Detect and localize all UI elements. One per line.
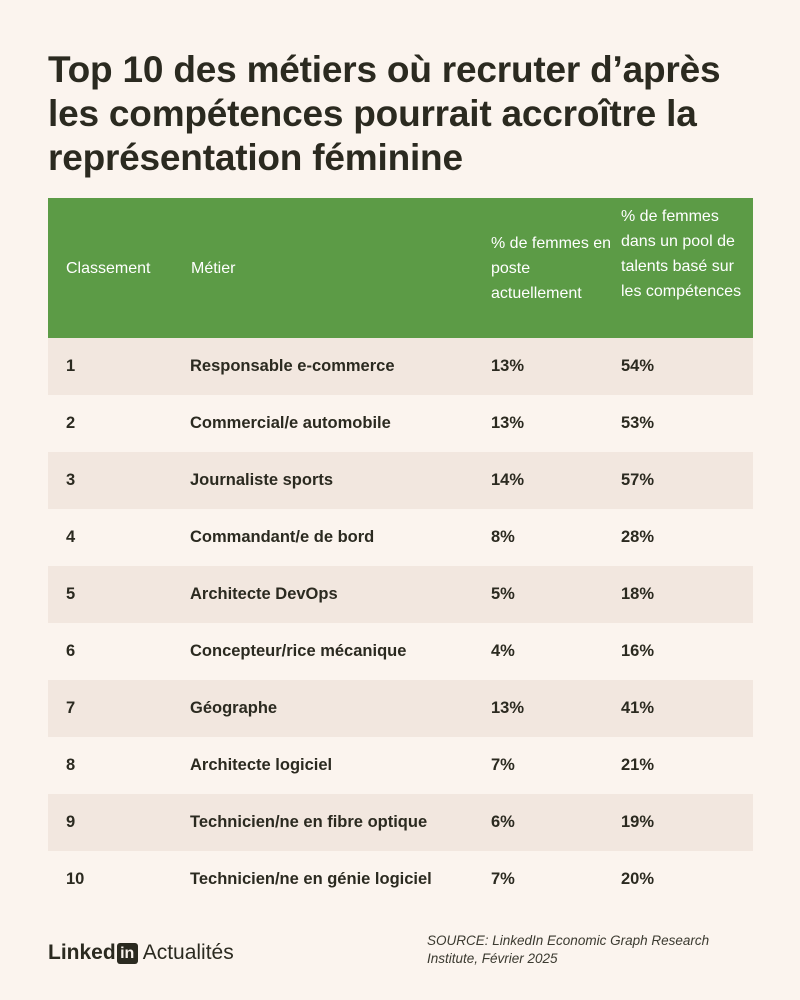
cell-job: Journaliste sports (190, 471, 334, 489)
cell-rank: 10 (66, 870, 85, 888)
source-note: SOURCE: LinkedIn Economic Graph Research Institute, Février 2025 (427, 933, 710, 966)
linkedin-in-icon: in (117, 943, 138, 964)
cell-rank: 2 (66, 414, 76, 432)
cell-pool-percent: 54% (621, 357, 655, 375)
cell-current-percent: 7% (491, 870, 515, 888)
cell-current-percent: 8% (491, 528, 515, 546)
cell-job: Technicien/ne en génie logiciel (190, 870, 432, 888)
table-row (48, 794, 753, 851)
table-row (48, 395, 753, 452)
cell-rank: 7 (66, 699, 76, 717)
cell-job: Commandant/e de bord (190, 528, 375, 546)
cell-current-percent: 13% (491, 414, 525, 432)
table-row (48, 566, 753, 623)
table-header (48, 198, 753, 338)
table-row (48, 680, 753, 737)
cell-job: Commercial/e automobile (190, 414, 391, 432)
cell-current-percent: 6% (491, 813, 515, 831)
column-header-pool: % de femmes dans un pool de talents basé sur les compétences (621, 208, 742, 300)
table-row (48, 851, 753, 908)
table-row (48, 623, 753, 680)
cell-job: Architecte DevOps (190, 585, 338, 603)
cell-current-percent: 5% (491, 585, 515, 603)
cell-job: Géographe (190, 699, 278, 717)
column-header-rank: Classement (66, 260, 151, 277)
cell-current-percent: 13% (491, 357, 525, 375)
cell-pool-percent: 18% (621, 585, 655, 603)
cell-job: Responsable e-commerce (190, 357, 395, 375)
table-row (48, 737, 753, 794)
cell-current-percent: 14% (491, 471, 525, 489)
cell-pool-percent: 16% (621, 642, 655, 660)
cell-pool-percent: 21% (621, 756, 655, 774)
cell-pool-percent: 41% (621, 699, 655, 717)
cell-pool-percent: 28% (621, 528, 655, 546)
page-title: Top 10 des métiers où recruter d’après les compétences pourrait accroître la représentation féminine (48, 49, 721, 178)
logo-wordmark: Linked (48, 941, 116, 964)
cell-rank: 4 (66, 528, 76, 546)
cell-current-percent: 13% (491, 699, 525, 717)
cell-rank: 8 (66, 756, 76, 774)
data-table (48, 198, 753, 908)
cell-pool-percent: 53% (621, 414, 655, 432)
cell-current-percent: 7% (491, 756, 515, 774)
table-row (48, 452, 753, 509)
logo-subtitle: Actualités (142, 941, 234, 964)
cell-pool-percent: 19% (621, 813, 655, 831)
table-row (48, 509, 753, 566)
cell-pool-percent: 57% (621, 471, 655, 489)
linkedin-news-logo (48, 940, 234, 966)
cell-rank: 1 (66, 357, 76, 375)
column-header-job: Métier (191, 260, 236, 277)
cell-job: Concepteur/rice mécanique (190, 642, 407, 660)
cell-current-percent: 4% (491, 642, 515, 660)
cell-job: Architecte logiciel (190, 756, 333, 774)
cell-rank: 3 (66, 471, 76, 489)
table-body (48, 338, 753, 908)
cell-rank: 6 (66, 642, 76, 660)
cell-rank: 5 (66, 585, 76, 603)
column-header-current: % de femmes en poste actuellement (491, 235, 612, 302)
cell-job: Technicien/ne en fibre optique (190, 813, 428, 831)
table-row (48, 338, 753, 395)
cell-pool-percent: 20% (621, 870, 655, 888)
cell-rank: 9 (66, 813, 76, 831)
